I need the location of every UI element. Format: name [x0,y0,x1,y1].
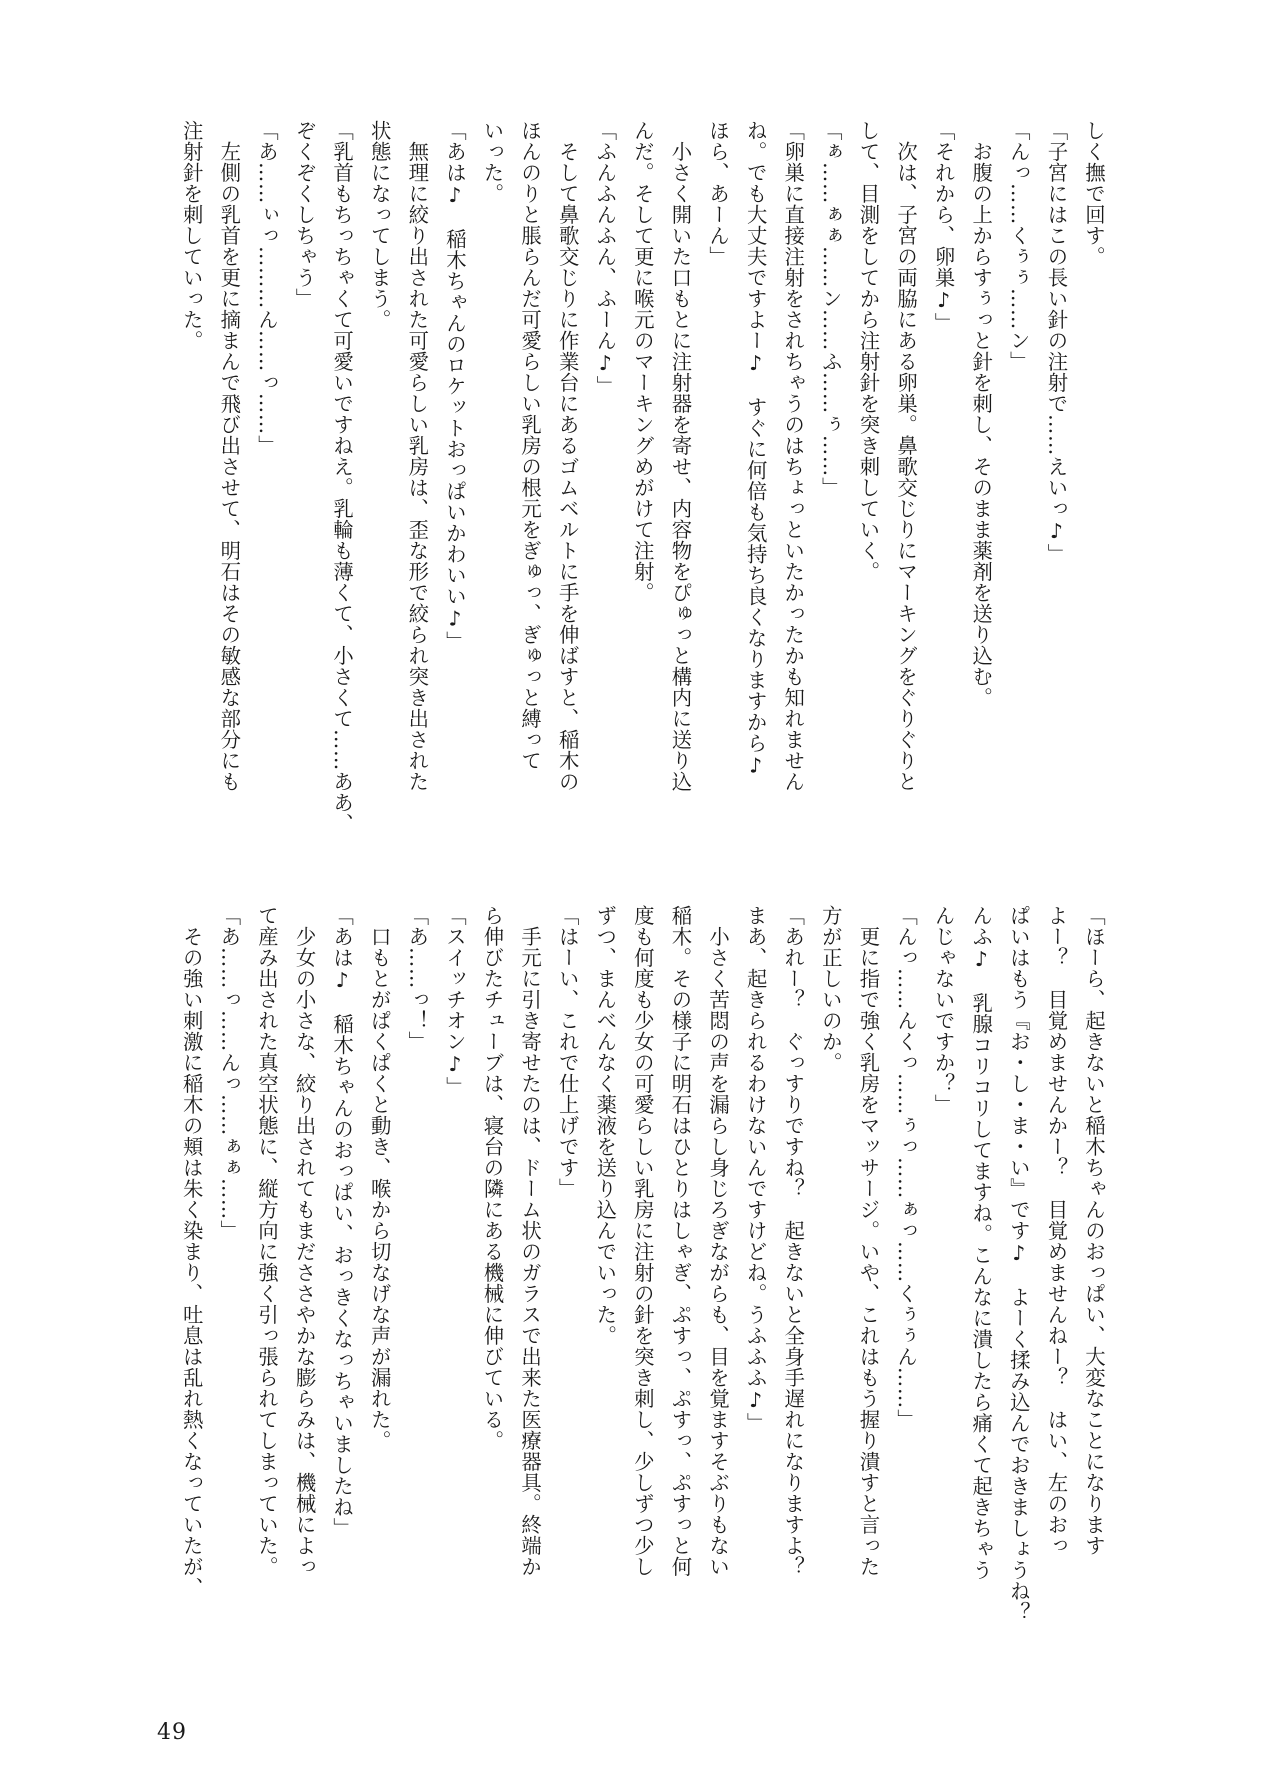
text-line: 次は、子宮の両脇にある卵巣。鼻歌交じりにマーキングをぐりぐりと [894,120,919,792]
text-line: して、目測をしてから注射針を突き刺していく。 [856,120,881,582]
text-line: よー？ 目覚めませんかー？ 目覚めませんねー？ はい、左のおっ [1044,905,1069,1556]
text-line: 「あ……っ……んっ……ぁぁ……」 [217,905,242,1241]
text-line: 「んっ……んくっ……ぅっ……ぁっ……くぅぅん……」 [894,905,919,1430]
text-line: 「卵巣に直接注射をされちゃうのはちょっといたかったかも知れません [781,120,806,792]
text-line: そして鼻歌交じりに作業台にあるゴムベルトに手を伸ばすと、稲木の [555,120,580,792]
text-line: 小さく開いた口もとに注射器を寄せ、内容物をぴゅっと構内に送り込 [668,120,693,792]
text-line: 少女の小さな、絞り出されてもまだささやかな膨らみは、機械によっ [292,905,317,1577]
text-line: ほんのりと脹らんだ可愛らしい乳房の根元をぎゅっ、ぎゅっと縛って [518,120,543,771]
text-line: 「あは♪ 稲木ちゃんのロケットおっぱいかわいい♪」 [442,120,467,653]
text-line: 「ほーら、起きないと稲木ちゃんのおっぱい、大変なことになります [1082,905,1106,1556]
text-line: 「子宮にはこの長い針の注射で……えいっ♪」 [1044,120,1069,565]
text-line: お腹の上からすぅっと針を刺し、そのまま薬剤を送り込む。 [969,120,994,708]
text-line: 手元に引き寄せたのは、ドーム状のガラスで出来た医療器具。終端か [518,905,543,1577]
text-line: 稲木。その様子に明石はひとりはしゃぎ、ぷすっ、ぷすっ、ぷすっと何 [668,905,693,1577]
text-line: 無理に絞り出された可愛らしい乳房は、歪な形で絞られ突き出された [405,120,430,792]
text-line: 度も何度も少女の可愛らしい乳房に注射の針を突き刺し、少しずつ少し [630,905,655,1577]
text-line: て産み出された真空状態に、縦方向に強く引っ張られてしまっていた。 [254,905,279,1577]
text-line: 注射針を刺していった。 [179,120,204,351]
text-line: いった。 [480,120,505,204]
text-line: ぞくぞくしちゃう」 [292,120,317,309]
text-line: んだ。そして更に喉元のマーキングめがけて注射。 [630,120,655,603]
text-line: しく撫で回す。 [1082,120,1106,267]
text-line: 更に指で強く乳房をマッサージ。いや、これはもう握り潰すと言った [856,905,881,1577]
text-block-lower [172,905,1112,1645]
text-line: 「あ……ぃっ………ん……っ……」 [254,120,279,456]
text-line: んふ♪ 乳腺コリコリしてますね。こんなに潰したら痛くて起きちゃう [969,905,994,1581]
text-line: 「スイッチオン♪」 [442,905,467,1098]
text-line: 「あ……っ！」 [405,905,430,1052]
text-line: 口もとがぱくぱくと動き、喉から切なげな声が漏れた。 [367,905,392,1451]
text-line: 「あれー？ ぐっすりですね？ 起きないと全身手遅れになりますよ？ [781,905,806,1577]
text-line: その強い刺激に稲木の頬は朱く染まり、吐息は乱れ熱くなっていたが、 [179,905,204,1598]
text-line: ら伸びたチューブは、寝台の隣にある機械に伸びている。 [480,905,505,1451]
text-line: 「それから、卵巣♪」 [931,120,956,334]
text-line: 「はーい、これで仕上げです」 [555,905,580,1199]
text-line: ずつ、まんべんなく薬液を送り込んでいった。 [593,905,618,1346]
text-line: 「あは♪ 稲木ちゃんのおっぱい、おっきくなっちゃいましたね」 [330,905,355,1539]
text-line: ね。でも大丈夫ですよー♪ すぐに何倍も気持ち良くなりますから♪ [743,120,768,779]
text-line: 「んっ……くぅぅ……ン」 [1006,120,1031,372]
text-line: ぱいはもう『お・し・ま・い』です♪ よーく揉み込んでおきましょうね？ [1006,905,1031,1623]
text-line: んじゃないですか？」 [931,905,956,1115]
text-line: 「ぁ……ぁぁ……ン……ふ……ぅ……」 [818,120,843,498]
page-number: 49 [157,1720,187,1745]
text-line: 方が正しいのか。 [818,905,843,1073]
text-block-upper [172,120,1112,860]
text-line: 「ふんふんふん、ふーん♪」 [593,120,618,397]
text-line: 左側の乳首を更に摘まんで飛び出させて、明石はその敏感な部分にも [217,120,242,792]
text-line: 小さく苦悶の声を漏らし身じろぎながらも、目を覚ますそぶりもない [706,905,731,1577]
text-line: 状態になってしまう。 [367,120,392,330]
text-line: まあ、起きられるわけないんですけどね。うふふふ♪」 [743,905,768,1434]
text-line: ほら、あーん」 [706,120,731,267]
text-line: 「乳首もちっちゃくて可愛いですねえ。乳輪も薄くて、小さくて……ああ、 [330,120,355,834]
